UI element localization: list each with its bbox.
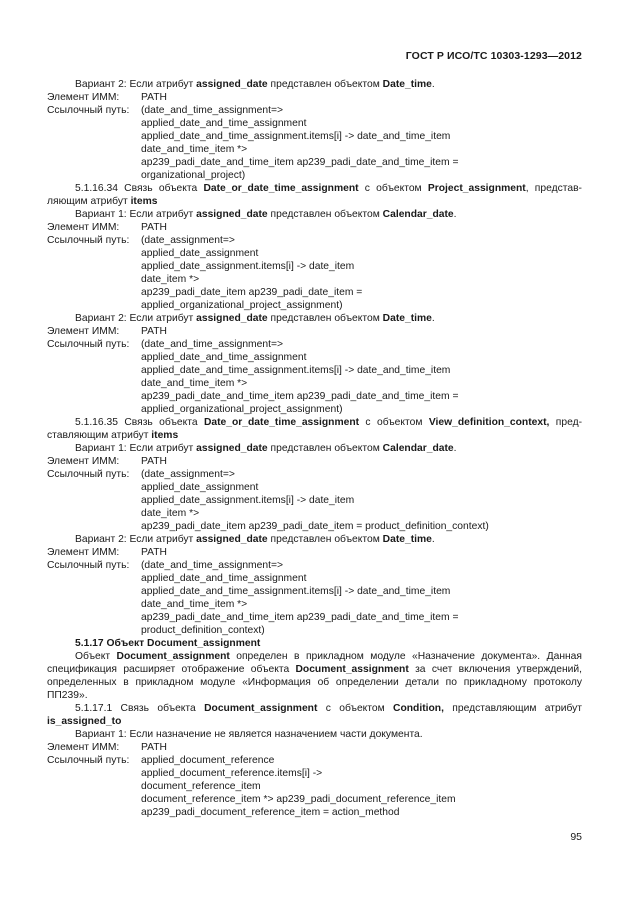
path-line: date_item *>	[141, 508, 200, 519]
section-heading-cont: ляющим атрибут items	[47, 196, 158, 207]
path-line: applied_organizational_project_assignment)	[141, 300, 343, 311]
reference-path-row: Ссылочный путь: (date_and_time_assignment=>	[47, 339, 283, 350]
path-line: ap239_padi_date_item ap239_padi_date_item = product_definition_context)	[141, 521, 489, 532]
path-line: ap239_padi_date_and_time_item ap239_padi_date_and_time_item =	[141, 612, 459, 623]
path-line: product_definition_context)	[141, 625, 265, 636]
path-line: applied_date_and_time_assignment.items[i] -> date_and_time_item	[141, 586, 451, 597]
element-row: Элемент ИММ: PATH	[47, 222, 167, 233]
path-line: date_and_time_item *>	[141, 378, 248, 389]
path-line: date_and_time_item *>	[141, 599, 248, 610]
section-heading: 5.1.17.1 Связь объекта Document_assignment с объектом Condition, представляющим атрибут	[75, 703, 582, 714]
path-line: date_and_time_item *>	[141, 144, 248, 155]
variant-line: Вариант 2: Если атрибут assigned_date представлен объектом Date_time.	[75, 313, 435, 324]
page-header: ГОСТ Р ИСО/ТС 10303-1293—2012	[405, 50, 582, 62]
variant-line: Вариант 1: Если атрибут assigned_date представлен объектом Calendar_date.	[75, 209, 457, 220]
section-heading-cont: is_assigned_to	[47, 716, 122, 727]
variant-line: Вариант 1: Если назначение не является назначением части документа.	[75, 729, 423, 740]
reference-path-row: Ссылочный путь: applied_document_reference	[47, 755, 275, 766]
paragraph-line: спецификация расширяет отображение объекта Document_assignment за счет включения утверждений,	[47, 664, 582, 675]
variant-line: Вариант 1: Если атрибут assigned_date представлен объектом Calendar_date.	[75, 443, 457, 454]
path-line: applied_date_assignment.items[i] -> date_item	[141, 261, 355, 272]
path-line: organizational_project)	[141, 170, 246, 181]
path-line: applied_document_reference.items[i] ->	[141, 768, 323, 779]
path-line: applied_date_and_time_assignment	[141, 118, 307, 129]
path-line: ap239_padi_document_reference_item = action_method	[141, 807, 400, 818]
path-line: applied_date_and_time_assignment.items[i] -> date_and_time_item	[141, 131, 451, 142]
path-line: applied_date_and_time_assignment.items[i] -> date_and_time_item	[141, 365, 451, 376]
reference-path-row: Ссылочный путь: (date_assignment=>	[47, 469, 235, 480]
section-heading-cont: ставляющим атрибут items	[47, 430, 179, 441]
element-row: Элемент ИММ: PATH	[47, 326, 167, 337]
paragraph-line: определенных в прикладном модуле «Информация об определении детали по прикладному протоколу	[47, 677, 582, 688]
element-row: Элемент ИММ: PATH	[47, 92, 167, 103]
path-line: applied_date_and_time_assignment	[141, 352, 307, 363]
path-line: applied_date_and_time_assignment	[141, 573, 307, 584]
reference-path-row: Ссылочный путь: (date_and_time_assignment=>	[47, 560, 283, 571]
path-line: applied_organizational_project_assignment)	[141, 404, 343, 415]
section-heading: 5.1.16.34 Связь объекта Date_or_date_time_assignment с объектом Project_assignment, представ-	[75, 183, 582, 194]
element-row: Элемент ИММ: PATH	[47, 547, 167, 558]
element-row: Элемент ИММ: PATH	[47, 456, 167, 467]
path-line: document_reference_item *> ap239_padi_document_reference_item	[141, 794, 456, 805]
paragraph-line: Объект Document_assignment определен в прикладном модуле «Назначение документа». Данная	[75, 651, 582, 662]
reference-path-row: Ссылочный путь: (date_assignment=>	[47, 235, 235, 246]
path-line: ap239_padi_date_and_time_item ap239_padi_date_and_time_item =	[141, 391, 459, 402]
reference-path-row: Ссылочный путь: (date_and_time_assignment=>	[47, 105, 283, 116]
path-line: date_item *>	[141, 274, 200, 285]
path-line: ap239_padi_date_and_time_item ap239_padi_date_and_time_item =	[141, 157, 459, 168]
variant-line: Вариант 2: Если атрибут assigned_date представлен объектом Date_time.	[75, 534, 435, 545]
path-line: document_reference_item	[141, 781, 261, 792]
path-line: applied_date_assignment	[141, 248, 259, 259]
section-heading: 5.1.16.35 Связь объекта Date_or_date_time_assignment с объектом View_definition_context, пред-	[75, 417, 583, 428]
path-line: applied_date_assignment.items[i] -> date_item	[141, 495, 355, 506]
document-body	[47, 78, 582, 819]
paragraph-line: ПП239».	[47, 690, 88, 701]
variant-line: Вариант 2: Если атрибут assigned_date представлен объектом Date_time.	[75, 79, 435, 90]
page-number: 95	[570, 831, 582, 843]
section-title: 5.1.17 Объект Document_assignment	[75, 638, 261, 649]
element-row: Элемент ИММ: PATH	[47, 742, 167, 753]
path-line: applied_date_assignment	[141, 482, 259, 493]
path-line: ap239_padi_date_item ap239_padi_date_item =	[141, 287, 363, 298]
